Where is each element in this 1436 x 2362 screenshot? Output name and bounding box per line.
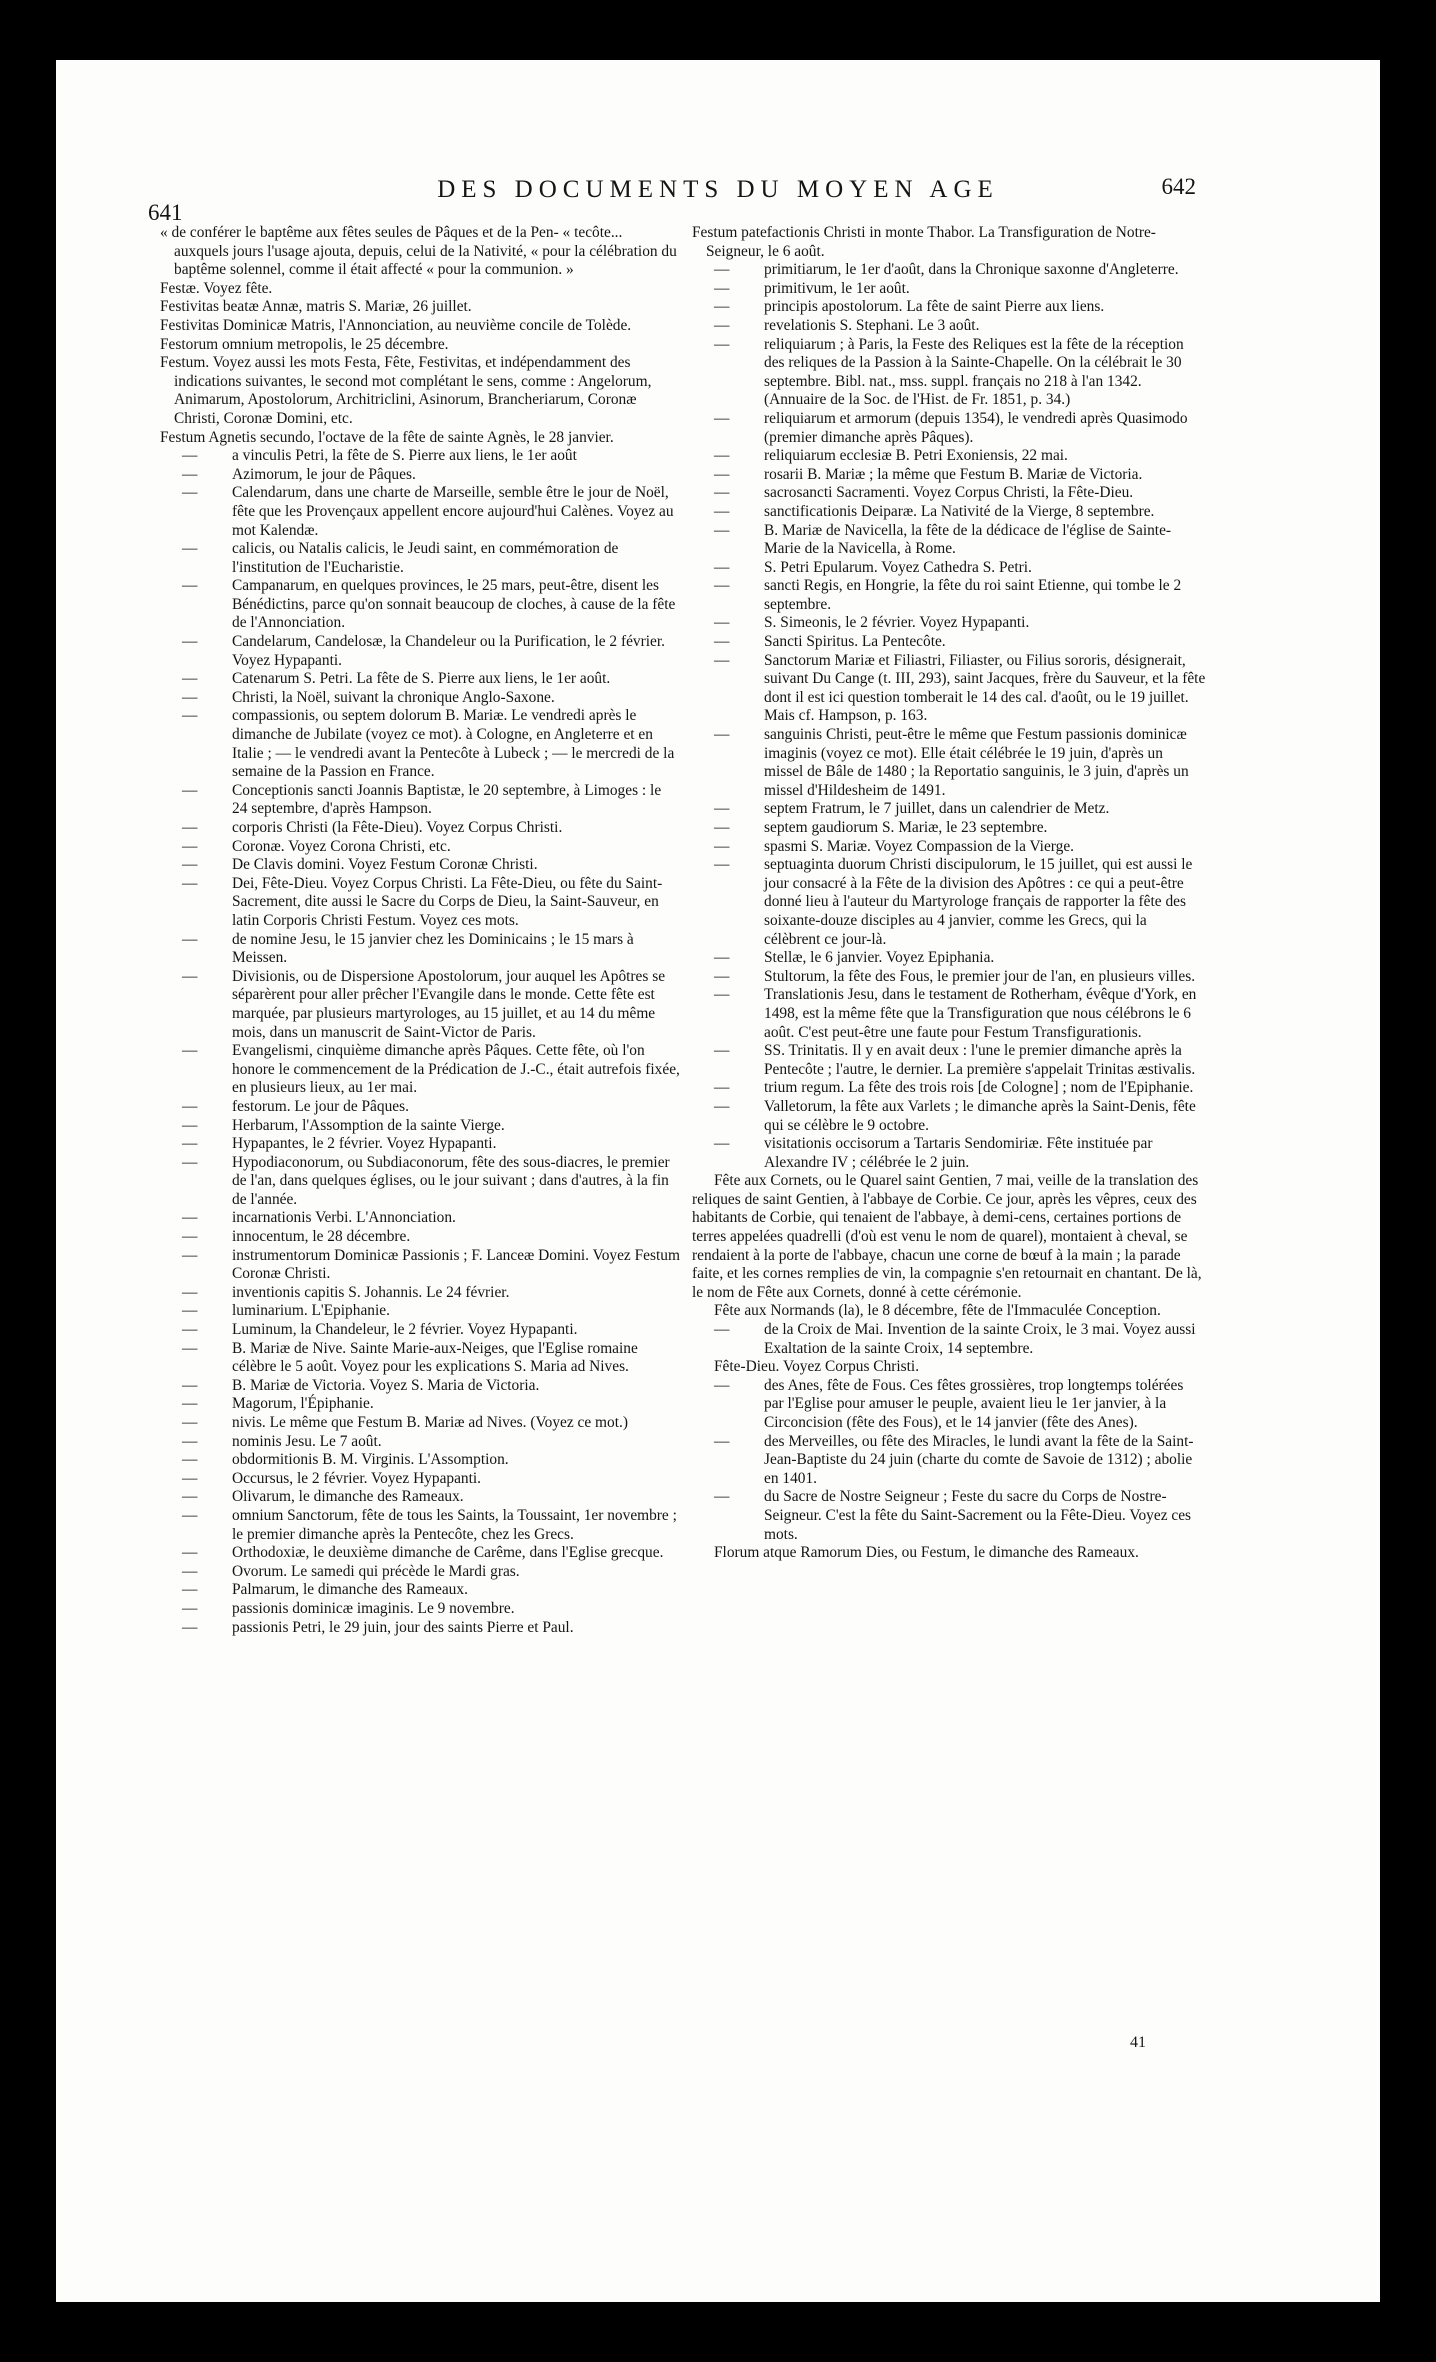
dash-mark: —: [182, 1209, 198, 1227]
dictionary-subentry: [692, 466, 1206, 485]
dictionary-subentry: [160, 689, 680, 708]
dictionary-entry: Festum. Voyez aussi les mots Festa, Fête, Festivitas, et indépendamment des indications suivantes, le second mot complétant le sens, comme : Angelorum, Animarum, Apostolorum, Architriclini, Asinorum, Brancheriarum, Coronæ Christi, Coronæ Domini, etc.: [160, 354, 652, 427]
dash-mark: —: [182, 1321, 198, 1339]
subentry-text: corporis Christi (la Fête-Dieu). Voyez Corpus Christi.: [232, 819, 563, 836]
dictionary-subentry: [692, 577, 1206, 614]
dash-mark: —: [182, 465, 198, 483]
dash-mark: —: [182, 1599, 198, 1617]
subentry-text: Stellæ, le 6 janvier. Voyez Epiphania.: [764, 949, 995, 967]
dictionary-subentry: [160, 1470, 680, 1489]
subentry-text: de la Croix de Mai. Invention de la sainte Croix, le 3 mai. Voyez aussi Exaltation de la sainte Croix, 14 septembre.: [764, 1321, 1196, 1357]
dash-mark: —: [182, 688, 198, 706]
subentry-text: Luminum, la Chandeleur, le 2 février. Voyez Hypapanti.: [232, 1321, 578, 1339]
subentry-text: Orthodoxiæ, le deuxième dimanche de Carême, dans l'Eglise grecque.: [232, 1544, 664, 1562]
dictionary-subentry: [160, 447, 680, 466]
dash-mark: —: [714, 1376, 730, 1394]
dash-mark: —: [182, 1469, 198, 1487]
dictionary-subentry: [160, 875, 680, 931]
subentry-text: compassionis, ou septem dolorum B. Mariæ. Le vendredi après le dimanche de Jubilate (voyez ce mot). à Cologne, en Angleterre et en Italie ; — le vendredi avant la Pentecôte à Lubeck ; — le mercredi de la semaine de la Passion en France.: [232, 707, 675, 781]
dictionary-subentry: [160, 1154, 680, 1210]
dash-mark: —: [714, 1135, 730, 1153]
subentry-text: S. Petri Epularum. Voyez Cathedra S. Petri.: [764, 558, 1032, 576]
subentry-text: sancti Regis, en Hongrie, la fête du roi saint Etienne, qui tombe le 2 septembre.: [764, 577, 1182, 613]
subentry-text: Dei, Fête-Dieu. Voyez Corpus Christi. La Fête-Dieu, ou fête du Saint-Sacrement, dite aussi le Sacre du Corps de Dieu, la Saint-Sauveur, en latin Corporis Christi Festum. Voyez ces mots.: [232, 874, 663, 929]
dictionary-subentry: [160, 1395, 680, 1414]
subentry-text: Herbarum, l'Assomption de la sainte Vierge.: [232, 1116, 505, 1134]
dictionary-subentry: [692, 838, 1206, 857]
subentry-text: obdormitionis B. M. Virginis. L'Assomption.: [232, 1451, 509, 1469]
subentry-text: SS. Trinitatis. Il y en avait deux : l'une le premier dimanche après la Pentecôte ; l'autre, le dernier. La première s'appelait Trinitas æstivalis.: [764, 1042, 1196, 1078]
subentry-text: inventionis capitis S. Johannis. Le 24 février.: [232, 1283, 510, 1301]
dash-mark: —: [714, 614, 730, 632]
subentry-text: a vinculis Petri, la fête de S. Pierre aux liens, le 1er août: [232, 447, 577, 465]
subentry-text: reliquiarum ecclesiæ B. Petri Exoniensis, 22 mai.: [764, 447, 1068, 465]
subentry-text: de nomine Jesu, le 15 janvier chez les Dominicains ; le 15 mars à Meissen.: [232, 930, 634, 967]
dictionary-subentry: [160, 931, 680, 968]
dictionary-subentry: [692, 298, 1206, 317]
dictionary-subentry: [692, 336, 1206, 410]
scan-border-right: [1380, 0, 1436, 2362]
dictionary-subentry: [160, 1098, 680, 1117]
subentry-text: calicis, ou Natalis calicis, le Jeudi saint, en commémoration de l'institution de l'Eucharistie.: [232, 540, 619, 576]
dash-mark: —: [714, 837, 730, 855]
dictionary-entry: Festum patefactionis Christi in monte Thabor. La Transfiguration de Notre-Seigneur, le 6 août.: [692, 224, 1156, 260]
paragraph: Florum atque Ramorum Dies, ou Festum, le dimanche des Rameaux.: [714, 1544, 1139, 1562]
subentry-text: spasmi S. Mariæ. Voyez Compassion de la Vierge.: [764, 837, 1075, 855]
subentry-text: primitiarum, le 1er d'août, dans la Chronique saxonne d'Angleterre.: [764, 261, 1179, 279]
dictionary-subentry: [160, 1581, 680, 1600]
dash-mark: —: [182, 930, 198, 948]
dash-mark: —: [182, 1339, 198, 1357]
dash-mark: —: [182, 1432, 198, 1450]
dash-mark: —: [182, 837, 198, 855]
subentry-text: festorum. Le jour de Pâques.: [232, 1097, 409, 1115]
dictionary-subentry: [160, 782, 680, 819]
dash-mark: —: [714, 298, 730, 316]
dictionary-subentry: [160, 1544, 680, 1563]
dash-mark: —: [714, 335, 730, 353]
dictionary-subentry: [692, 1042, 1206, 1079]
dash-mark: —: [714, 1042, 730, 1060]
dash-mark: —: [714, 577, 730, 595]
dash-mark: —: [714, 856, 730, 874]
dash-mark: —: [714, 261, 730, 279]
dictionary-subentry: [692, 652, 1206, 726]
dictionary-entry: Festum Agnetis secundo, l'octave de la fête de sainte Agnès, le 28 janvier.: [160, 428, 614, 446]
subentry-text: reliquiarum et armorum (depuis 1354), le vendredi après Quasimodo (premier dimanche après Pâques).: [764, 409, 1188, 446]
dictionary-subentry: [160, 856, 680, 875]
paragraph: Fête aux Normands (la), le 8 décembre, fête de l'Immaculée Conception.: [714, 1302, 1161, 1320]
dictionary-subentry: [160, 1340, 680, 1377]
dash-mark: —: [714, 1097, 730, 1115]
signature-mark: 41: [1130, 2034, 1146, 2051]
dictionary-subentry: [160, 819, 680, 838]
dash-mark: —: [182, 1488, 198, 1506]
subentry-text: Catenarum S. Petri. La fête de S. Pierre aux liens, le 1er août.: [232, 670, 611, 688]
subentry-text: Candelarum, Candelosæ, la Chandeleur ou la Purification, le 2 février. Voyez Hypapanti.: [232, 633, 665, 669]
subentry-text: Hypodiaconorum, ou Subdiaconorum, fête des sous-diacres, le premier de l'an, dans quelques églises, ou le jour suivant ; dans d'autres, à la fin de l'année.: [232, 1153, 670, 1208]
dictionary-entry: Festæ. Voyez fête.: [160, 279, 273, 297]
dash-mark: —: [714, 521, 730, 539]
dictionary-subentry: [692, 1433, 1206, 1489]
dictionary-subentry: [692, 800, 1206, 819]
dictionary-subentry: [692, 1377, 1206, 1433]
page-header: [0, 174, 1436, 225]
subentry-text: Calendarum, dans une charte de Marseille, semble être le jour de Noël, fête que les Provençaux appellent encore aujourd'hui Calènes. Voyez au mot Kalendæ.: [232, 484, 674, 539]
subentry-text: septem gaudiorum S. Mariæ, le 23 septembre.: [764, 819, 1048, 836]
page-number-left: 641: [148, 200, 183, 225]
dash-mark: —: [182, 707, 198, 725]
dictionary-subentry: [160, 1284, 680, 1303]
subentry-text: luminarium. L'Epiphanie.: [232, 1302, 390, 1320]
subentry-text: Divisionis, ou de Dispersione Apostolorum, jour auquel les Apôtres se séparèrent pour aller prêcher l'Evangile dans le monde. Cette fête est marquée, par plusieurs martyrologes, au 15 juillet, et au 14 du même mois, dans un manuscrit de Saint-Victor de Paris.: [232, 967, 666, 1041]
dictionary-subentry: [160, 484, 680, 540]
subentry-text: instrumentorum Dominicæ Passionis ; F. Lanceæ Domini. Voyez Festum Coronæ Christi.: [232, 1246, 680, 1283]
dash-mark: —: [714, 409, 730, 427]
subentry-text: revelationis S. Stephani. Le 3 août.: [764, 316, 980, 334]
dictionary-subentry: [160, 1228, 680, 1247]
dictionary-subentry: [160, 1563, 680, 1582]
dash-mark: —: [182, 1302, 198, 1320]
subentry-text: S. Simeonis, le 2 février. Voyez Hypapanti.: [764, 614, 1030, 632]
running-title: DES DOCUMENTS DU MOYEN AGE: [437, 176, 999, 203]
dictionary-subentry: [160, 1209, 680, 1228]
dash-mark: —: [182, 1097, 198, 1115]
subentry-text: sanctificationis Deiparæ. La Nativité de la Vierge, 8 septembre.: [764, 502, 1155, 520]
subentry-text: Christi, la Noël, suivant la chronique Anglo-Saxone.: [232, 688, 555, 706]
dash-mark: —: [714, 986, 730, 1004]
dictionary-subentry: [692, 522, 1206, 559]
dash-mark: —: [714, 502, 730, 520]
dictionary-subentry: [160, 1117, 680, 1136]
dictionary-subentry: [692, 856, 1206, 949]
subentry-text: De Clavis domini. Voyez Festum Coronæ Christi.: [232, 856, 538, 874]
subentry-text: omnium Sanctorum, fête de tous les Saints, la Toussaint, 1er novembre ; le premier dimanche après la Pentecôte, chez les Grecs.: [232, 1506, 677, 1543]
dash-mark: —: [182, 1153, 198, 1171]
dash-mark: —: [714, 1488, 730, 1506]
dictionary-subentry: [692, 726, 1206, 800]
subentry-text: Hypapantes, le 2 février. Voyez Hypapanti.: [232, 1135, 497, 1153]
dictionary-subentry: [692, 280, 1206, 299]
dash-mark: —: [714, 316, 730, 334]
dash-mark: —: [182, 1451, 198, 1469]
dictionary-subentry: [160, 1507, 680, 1544]
dash-mark: —: [182, 1562, 198, 1580]
dash-mark: —: [182, 781, 198, 799]
subentry-text: des Merveilles, ou fête des Miracles, le lundi avant la fête de la Saint-Jean-Baptiste du 24 juin (charte du comte de Savoie de 1312) ; abolie en 1401.: [764, 1432, 1194, 1487]
dash-mark: —: [182, 1116, 198, 1134]
subentry-text: Sancti Spiritus. La Pentecôte.: [764, 633, 946, 651]
dash-mark: —: [182, 856, 198, 874]
dictionary-subentry: [692, 949, 1206, 968]
scan-border-bottom: [0, 2302, 1436, 2362]
dash-mark: —: [182, 577, 198, 595]
dictionary-subentry: [692, 261, 1206, 280]
dictionary-entry: Festorum omnium metropolis, le 25 décembre.: [160, 335, 449, 353]
dictionary-subentry: [692, 503, 1206, 522]
dictionary-subentry: [160, 1302, 680, 1321]
dictionary-subentry: [692, 1135, 1206, 1172]
subentry-text: trium regum. La fête des trois rois [de Cologne] ; nom de l'Epiphanie.: [764, 1079, 1194, 1097]
subentry-text: passionis Petri, le 29 juin, jour des saints Pierre et Paul.: [232, 1618, 574, 1636]
dash-mark: —: [714, 949, 730, 967]
dictionary-entry: « de conférer le baptême aux fêtes seules de Pâques et de la Pen- « tecôte... auxquels jours l'usage ajouta, depuis, celui de la Nativité, « pour la célébration du baptême solennel, comme il était affecté « pour la communion. »: [160, 224, 677, 279]
subentry-text: Stultorum, la fête des Fous, le premier jour de l'an, en plusieurs villes.: [764, 967, 1196, 985]
subentry-text: reliquiarum ; à Paris, la Feste des Reliques est la fête de la réception des reliques de la Passion à la Sainte-Chapelle. On la célébrait le 30 septembre. Bibl. nat., mss. suppl. français no 218 à l'an 1342. (Annuaire de la Soc. de l'Hist. de Fr. 1851, p. 34.): [764, 335, 1184, 409]
subentry-text: incarnationis Verbi. L'Annonciation.: [232, 1209, 456, 1227]
dash-mark: —: [182, 1042, 198, 1060]
paragraph: Fête aux Cornets, ou le Quarel saint Gentien, 7 mai, veille de la translation des reliques de saint Gentien, à l'abbaye de Corbie. Ce jour, après les vêpres, ceux des habitants de Corbie, qui tenaient de l'abbaye, à demi-cens, certaines portions de terres appelées quadrelli (d'où est venu le nom de quarel), montaient à cheval, se rendaient à la porte de l'abbaye, chacun une corne de bœuf à la main ; la parade faite, et les cornes remplies de vin, la compagnie s'en retournait en chantant. De là, le nom de Fête aux Cornets, donné à cette cérémonie.: [692, 1172, 1202, 1301]
dictionary-subentry: [160, 968, 680, 1042]
subentry-text: Ovorum. Le samedi qui précède le Mardi gras.: [232, 1562, 520, 1580]
scan-border-left: [0, 0, 56, 2362]
dash-mark: —: [714, 651, 730, 669]
dictionary-subentry: [160, 1321, 680, 1340]
subentry-text: sanguinis Christi, peut-être le même que Festum passionis dominicæ imaginis (voyez ce mot). Elle était célébrée le 19 juin, d'après un missel de Bâle de 1480 ; la Reportatio sanguinis, le 3 juin, d'après un missel d'Hildesheim de 1491.: [764, 726, 1189, 799]
dash-mark: —: [182, 633, 198, 651]
dash-mark: —: [182, 1135, 198, 1153]
dictionary-subentry: [692, 633, 1206, 652]
subentry-text: primitivum, le 1er août.: [764, 279, 910, 297]
dictionary-subentry: [692, 1098, 1206, 1135]
dash-mark: —: [714, 726, 730, 744]
left-column: [160, 224, 680, 1637]
dash-mark: —: [182, 874, 198, 892]
dictionary-entry: Festivitas beatæ Annæ, matris S. Mariæ, 26 juillet.: [160, 298, 472, 316]
subentry-text: Conceptionis sancti Joannis Baptistæ, le 20 septembre, à Limoges : le 24 septembre, d'après Hampson.: [232, 781, 662, 818]
subentry-text: des Anes, fête de Fous. Ces fêtes grossières, trop longtemps tolérées par l'Eglise pour amuser le peuple, avaient lieu le 1er janvier, à la Circoncision (fête des Fous), et le 14 janvier (fête des Anes).: [764, 1376, 1184, 1431]
dash-mark: —: [182, 1544, 198, 1562]
dictionary-subentry: [160, 577, 680, 633]
subentry-text: septem Fratrum, le 7 juillet, dans un calendrier de Metz.: [764, 800, 1110, 818]
dictionary-subentry: [160, 1247, 680, 1284]
dash-mark: —: [182, 540, 198, 558]
subentry-text: Occursus, le 2 février. Voyez Hypapanti.: [232, 1469, 482, 1487]
dictionary-subentry: [160, 466, 680, 485]
dash-mark: —: [182, 967, 198, 985]
dictionary-subentry: [692, 1488, 1206, 1544]
dictionary-subentry: [160, 1488, 680, 1507]
subentry-text: septuaginta duorum Christi discipulorum, le 15 juillet, qui est aussi le jour consacré à la Fête de la division des Apôtres : ce qui a peut-être donné lieu à l'auteur du Martyrologe français de rapporter la fête des soixante-douze disciples au 4 janvier, comme les Grecs, qui la célèbrent ce jour-là.: [764, 856, 1193, 948]
subentry-text: B. Mariæ de Navicella, la fête de la dédicace de l'église de Sainte-Marie de la Navicella, à Rome.: [764, 521, 1172, 558]
subentry-text: principis apostolorum. La fête de saint Pierre aux liens.: [764, 298, 1105, 316]
dash-mark: —: [714, 1432, 730, 1450]
subentry-text: innocentum, le 28 décembre.: [232, 1228, 411, 1246]
dash-mark: —: [714, 1321, 730, 1339]
dictionary-subentry: [160, 838, 680, 857]
dash-mark: —: [714, 819, 730, 836]
dictionary-subentry: [160, 707, 680, 781]
dash-mark: —: [182, 1395, 198, 1413]
dictionary-subentry: [160, 633, 680, 670]
dash-mark: —: [182, 670, 198, 688]
dictionary-subentry: [692, 819, 1206, 838]
dash-mark: —: [182, 1506, 198, 1524]
dash-mark: —: [182, 484, 198, 502]
dash-mark: —: [182, 1246, 198, 1264]
subentry-text: nominis Jesu. Le 7 août.: [232, 1432, 382, 1450]
dictionary-subentry: [692, 484, 1206, 503]
subentry-text: Palmarum, le dimanche des Rameaux.: [232, 1581, 468, 1599]
dash-mark: —: [182, 819, 198, 836]
dictionary-subentry: [692, 410, 1206, 447]
dash-mark: —: [182, 1618, 198, 1636]
dash-mark: —: [714, 633, 730, 651]
dictionary-subentry: [692, 447, 1206, 466]
subentry-text: nivis. Le même que Festum B. Mariæ ad Nives. (Voyez ce mot.): [232, 1414, 628, 1431]
dash-mark: —: [714, 558, 730, 576]
dictionary-entry: Festivitas Dominicæ Matris, l'Annonciation, au neuvième concile de Tolède.: [160, 316, 632, 334]
subentry-text: Magorum, l'Épiphanie.: [232, 1395, 374, 1413]
dictionary-subentry: [692, 968, 1206, 987]
subentry-text: du Sacre de Nostre Seigneur ; Feste du sacre du Corps de Nostre-Seigneur. C'est la fête du Saint-Sacrement ou la Fête-Dieu. Voyez ces mots.: [764, 1488, 1192, 1543]
dictionary-subentry: [692, 986, 1206, 1042]
dash-mark: —: [182, 1414, 198, 1431]
dash-mark: —: [714, 465, 730, 483]
page-number-right: 642: [1161, 174, 1196, 199]
dictionary-subentry: [692, 614, 1206, 633]
dictionary-subentry: [692, 1321, 1206, 1358]
dash-mark: —: [714, 279, 730, 297]
dash-mark: —: [714, 447, 730, 465]
dictionary-subentry: [692, 559, 1206, 578]
dash-mark: —: [714, 967, 730, 985]
dictionary-subentry: [160, 1600, 680, 1619]
dash-mark: —: [714, 1079, 730, 1097]
subentry-text: B. Mariæ de Nive. Sainte Marie-aux-Neiges, que l'Eglise romaine célèbre le 5 août. Voyez pour les explications S. Maria ad Nives.: [232, 1339, 638, 1376]
dash-mark: —: [182, 1283, 198, 1301]
dictionary-subentry: [160, 540, 680, 577]
dictionary-subentry: [160, 1135, 680, 1154]
dash-mark: —: [182, 1228, 198, 1246]
subentry-text: visitationis occisorum a Tartaris Sendomiriæ. Fête instituée par Alexandre IV ; célébrée le 2 juin.: [764, 1135, 1153, 1171]
subentry-text: Sanctorum Mariæ et Filiastri, Filiaster, ou Filius sororis, désignerait, suivant Du Cange (t. III, 293), saint Jacques, frère du Sauveur, et la fête dont il est ici question tomberait le 14 des cal. d'août, ou le 19 juillet. Mais cf. Hampson, p. 163.: [764, 651, 1206, 725]
subentry-text: Olivarum, le dimanche des Rameaux.: [232, 1488, 464, 1506]
dash-mark: —: [182, 447, 198, 465]
dictionary-subentry: [160, 1433, 680, 1452]
paragraph: Fête-Dieu. Voyez Corpus Christi.: [714, 1358, 920, 1376]
dictionary-subentry: [160, 1414, 680, 1433]
dash-mark: —: [182, 1376, 198, 1394]
dictionary-subentry: [692, 317, 1206, 336]
dictionary-subentry: [160, 670, 680, 689]
right-column: [692, 224, 1206, 1563]
subentry-text: Valletorum, la fête aux Varlets ; le dimanche après la Saint-Denis, fête qui se célèbre le 9 octobre.: [764, 1097, 1196, 1134]
subentry-text: passionis dominicæ imaginis. Le 9 novembre.: [232, 1599, 515, 1617]
subentry-text: rosarii B. Mariæ ; la même que Festum B. Mariæ de Victoria.: [764, 465, 1143, 483]
dictionary-subentry: [160, 1377, 680, 1396]
subentry-text: Campanarum, en quelques provinces, le 25 mars, peut-être, disent les Bénédictins, parce qu'on sonnait beaucoup de cloches, à cause de la fête de l'Annonciation.: [232, 577, 676, 632]
subentry-text: B. Mariæ de Victoria. Voyez S. Maria de Victoria.: [232, 1376, 540, 1394]
subentry-text: Coronæ. Voyez Corona Christi, etc.: [232, 837, 451, 855]
subentry-text: Evangelismi, cinquième dimanche après Pâques. Cette fête, où l'on honore le commencement de la Prédication de J.-C., était autrefois fixée, en plusieurs lieux, au 1er mai.: [232, 1042, 680, 1097]
dictionary-subentry: [160, 1451, 680, 1470]
subentry-text: Azimorum, le jour de Pâques.: [232, 465, 416, 483]
subentry-text: Translationis Jesu, dans le testament de Rotherham, évêque d'York, en 1498, est la même fête que la Transfiguration que nous célébrons le 6 août. C'est peut-être une faute pour Festum Transfigurationis.: [764, 986, 1197, 1041]
dictionary-subentry: [692, 1079, 1206, 1098]
subentry-text: sacrosancti Sacramenti. Voyez Corpus Christi, la Fête-Dieu.: [764, 484, 1134, 502]
dictionary-subentry: [160, 1619, 680, 1638]
dash-mark: —: [714, 800, 730, 818]
dictionary-subentry: [160, 1042, 680, 1098]
dash-mark: —: [182, 1581, 198, 1599]
dash-mark: —: [714, 484, 730, 502]
scan-border-top: [0, 0, 1436, 60]
